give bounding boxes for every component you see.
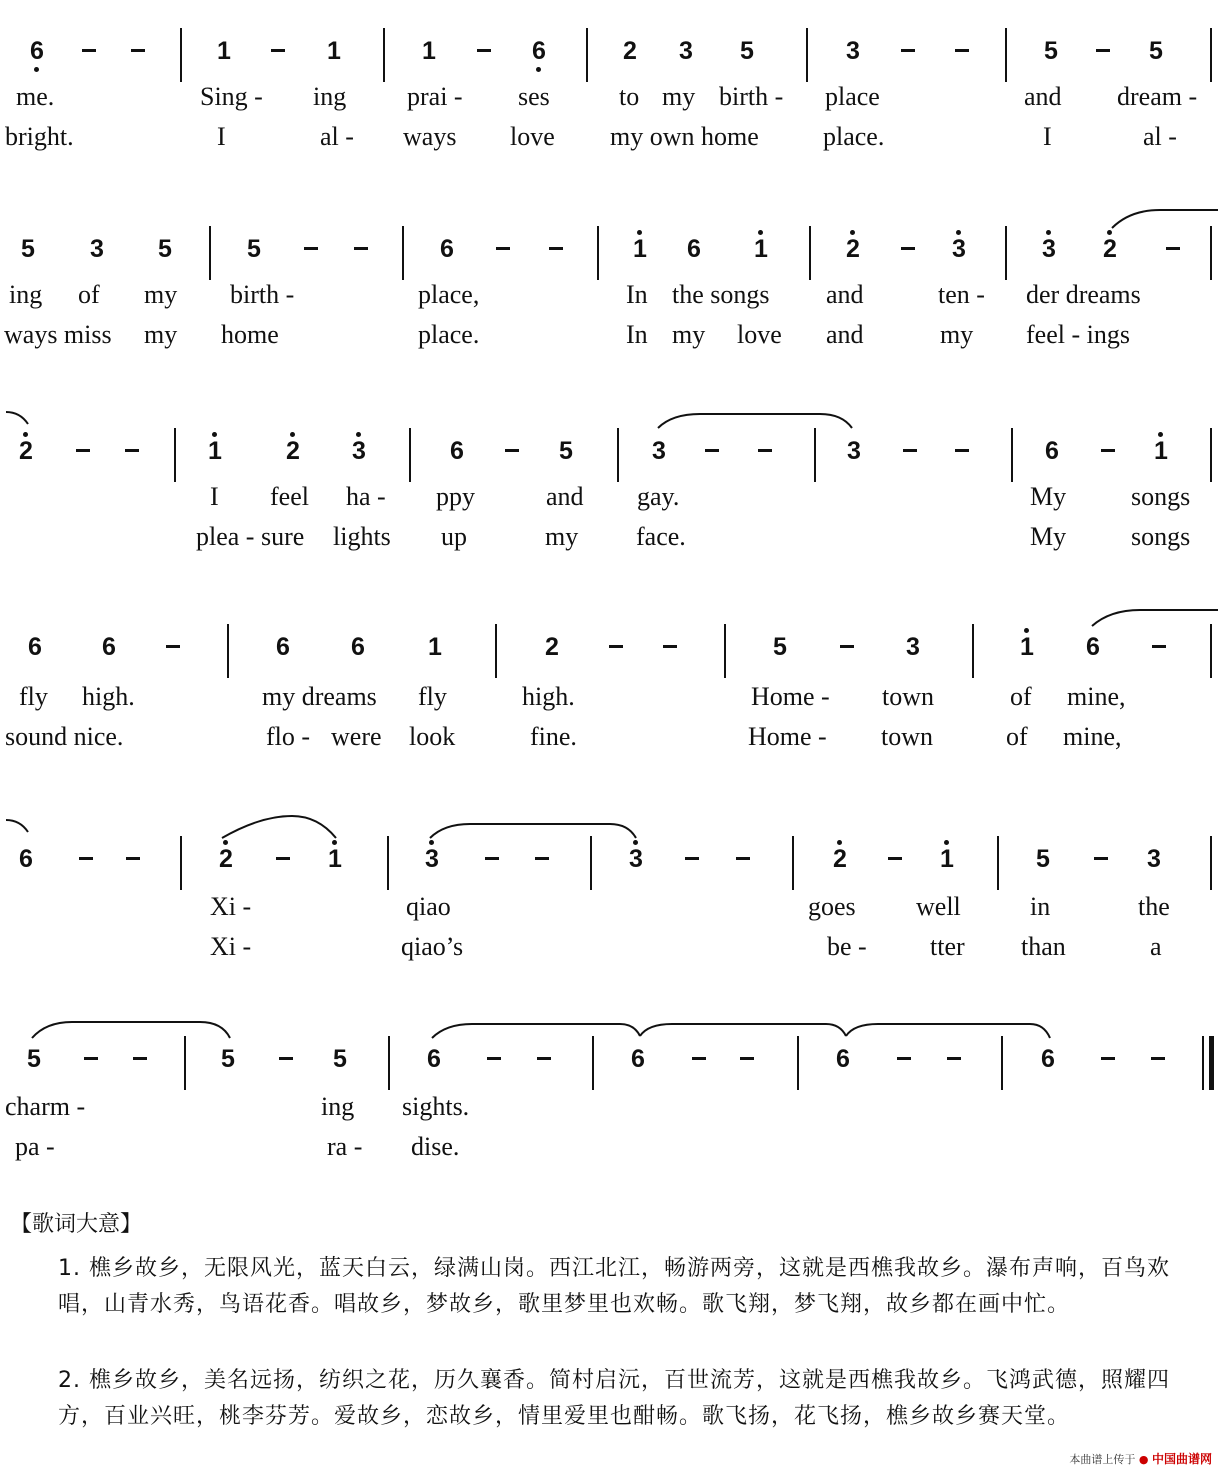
- lyric: gay.: [637, 482, 680, 511]
- dash: [133, 1057, 147, 1060]
- meaning-heading: 【歌词大意】: [10, 1212, 143, 1237]
- lyric: high.: [82, 682, 135, 711]
- high-octave-dot: [356, 432, 361, 437]
- note: 6: [1041, 1045, 1055, 1073]
- high-octave-dot: [633, 840, 638, 845]
- footer-brand: 中国曲谱网: [1151, 1452, 1212, 1466]
- dash: [840, 645, 854, 648]
- note: 2: [545, 633, 559, 661]
- barline: [227, 624, 229, 678]
- note: 1: [217, 37, 231, 65]
- lyric: songs: [1131, 522, 1191, 551]
- barline: [180, 836, 182, 890]
- barline: [174, 428, 176, 482]
- brand-logo-icon: ●: [1138, 1453, 1149, 1466]
- lyric: pa -: [15, 1132, 55, 1161]
- dash: [485, 857, 499, 860]
- note: 3: [1147, 845, 1161, 873]
- footer-text: 本曲谱上传于: [1069, 1453, 1136, 1466]
- lyric: ing: [313, 82, 347, 111]
- dash: [955, 49, 969, 52]
- lyric: tter: [930, 932, 965, 961]
- note: 6: [1045, 437, 1059, 465]
- lyric: ppy: [436, 482, 475, 511]
- lyric: dream -: [1117, 82, 1198, 111]
- meaning-verse-1: 1. 樵乡故乡，无限风光，蓝天白云，绿满山岗。西江北江，畅游两旁，这就是西樵我故乡。瀑布声响，百鸟欢唱，山青水秀，鸟语花香。唱故乡，梦故乡，歌里梦里也欢畅。歌飞翔，梦飞翔，故乡都在画中忙。: [58, 1256, 1170, 1317]
- dash: [1101, 449, 1115, 452]
- barline: [495, 624, 497, 678]
- lyric: look: [409, 722, 456, 751]
- high-octave-dot: [212, 432, 217, 437]
- dash: [685, 857, 699, 860]
- barline: [1001, 1036, 1003, 1090]
- lyric: of: [1010, 682, 1032, 711]
- dash: [1151, 1057, 1165, 1060]
- lyric: ses: [518, 82, 550, 111]
- note: 2: [623, 37, 637, 65]
- note: 1: [422, 37, 436, 65]
- dash: [1101, 1057, 1115, 1060]
- lyric: love: [510, 122, 555, 151]
- lyric: My: [1030, 482, 1067, 511]
- note: 6: [351, 633, 365, 661]
- dash: [705, 449, 719, 452]
- low-octave-dot: [536, 67, 541, 72]
- barline: [592, 1036, 594, 1090]
- barline: [1210, 624, 1212, 678]
- note: 5: [221, 1045, 235, 1073]
- barline: [586, 28, 588, 82]
- dash: [609, 645, 623, 648]
- note: 6: [532, 37, 546, 65]
- barline: [180, 28, 182, 82]
- note: 2: [1103, 235, 1117, 263]
- barline: [387, 836, 389, 890]
- high-octave-dot: [223, 840, 228, 845]
- dash: [76, 449, 90, 452]
- note: 3: [1042, 235, 1056, 263]
- lyric: my: [144, 280, 178, 309]
- note: 1: [208, 437, 222, 465]
- dash: [537, 1057, 551, 1060]
- lyric: the songs: [672, 280, 770, 309]
- lyric: town: [882, 682, 934, 711]
- dash: [487, 1057, 501, 1060]
- dash: [692, 1057, 706, 1060]
- dash: [758, 449, 772, 452]
- note: 5: [1044, 37, 1058, 65]
- dash: [1152, 645, 1166, 648]
- lyric: My: [1030, 522, 1067, 551]
- lyric: ha -: [346, 482, 386, 511]
- note: 6: [427, 1045, 441, 1073]
- barline: [1210, 28, 1212, 82]
- lyric: birth -: [230, 280, 295, 309]
- barline: [388, 1036, 390, 1090]
- lyric: and: [826, 320, 864, 349]
- note: 1: [940, 845, 954, 873]
- lyric: I: [217, 122, 226, 151]
- note: 6: [440, 235, 454, 263]
- note: 3: [952, 235, 966, 263]
- dash: [888, 857, 902, 860]
- lyric: Home -: [748, 722, 827, 751]
- lyric: Xi -: [210, 932, 252, 961]
- final-barline-thin: [1202, 1036, 1204, 1090]
- note: 5: [1036, 845, 1050, 873]
- lyric: and: [826, 280, 864, 309]
- lyric: songs: [1131, 482, 1191, 511]
- dash: [79, 857, 93, 860]
- lyric: a: [1150, 932, 1162, 961]
- lyric: feel: [270, 482, 309, 511]
- lyric: In: [626, 320, 648, 349]
- lyric: love: [737, 320, 782, 349]
- lyric: Sing -: [200, 82, 263, 111]
- note: 5: [333, 1045, 347, 1073]
- barline: [997, 836, 999, 890]
- note: 6: [687, 235, 701, 263]
- high-octave-dot: [332, 840, 337, 845]
- lyric: my: [662, 82, 696, 111]
- lyric: my dreams: [262, 682, 377, 711]
- note: 5: [1149, 37, 1163, 65]
- note: 5: [21, 235, 35, 263]
- lyric: prai -: [407, 82, 463, 111]
- barline: [1005, 28, 1007, 82]
- note: 3: [629, 845, 643, 873]
- high-octave-dot: [1158, 432, 1163, 437]
- lyric: ways: [403, 122, 457, 151]
- note: 5: [247, 235, 261, 263]
- lyric: be -: [827, 932, 867, 961]
- lyric: place: [825, 82, 880, 111]
- lyric: der dreams: [1026, 280, 1141, 309]
- note: 6: [28, 633, 42, 661]
- dash: [901, 49, 915, 52]
- high-octave-dot: [1024, 628, 1029, 633]
- lyric: me.: [16, 82, 55, 111]
- lyric: Xi -: [210, 892, 252, 921]
- high-octave-dot: [23, 432, 28, 437]
- lyric: fine.: [530, 722, 577, 751]
- lyric: than: [1021, 932, 1066, 961]
- dash: [736, 857, 750, 860]
- lyric: I: [1043, 122, 1052, 151]
- barline: [1011, 428, 1013, 482]
- barline: [724, 624, 726, 678]
- note: 1: [328, 845, 342, 873]
- note: 5: [773, 633, 787, 661]
- note: 6: [450, 437, 464, 465]
- dash: [276, 857, 290, 860]
- lyric: home: [221, 320, 279, 349]
- barline: [1210, 836, 1212, 890]
- note: 3: [679, 37, 693, 65]
- lyric: of: [1006, 722, 1028, 751]
- dash: [1096, 49, 1110, 52]
- note: 3: [352, 437, 366, 465]
- dash: [84, 1057, 98, 1060]
- note: 1: [327, 37, 341, 65]
- dash: [955, 449, 969, 452]
- barline: [590, 836, 592, 890]
- note: 5: [158, 235, 172, 263]
- lyric: my: [144, 320, 178, 349]
- note: 6: [836, 1045, 850, 1073]
- barline: [409, 428, 411, 482]
- lyric: and: [1024, 82, 1062, 111]
- lyric: the: [1138, 892, 1170, 921]
- lyric: I: [210, 482, 219, 511]
- lyric: charm -: [5, 1092, 86, 1121]
- note: 1: [754, 235, 768, 263]
- note: 3: [652, 437, 666, 465]
- barline: [1210, 428, 1212, 482]
- lyric: birth -: [719, 82, 784, 111]
- lyric: my: [940, 320, 974, 349]
- lyric: in: [1030, 892, 1051, 921]
- lyric: sights.: [402, 1092, 470, 1121]
- lyric: lights: [333, 522, 391, 551]
- lyric: well: [916, 892, 961, 921]
- dash: [535, 857, 549, 860]
- lyric: town: [881, 722, 933, 751]
- barline: [184, 1036, 186, 1090]
- lyric: feel - ings: [1026, 320, 1130, 349]
- barline: [617, 428, 619, 482]
- staff-4: [0, 632, 1220, 692]
- note: 3: [425, 845, 439, 873]
- dash: [279, 1057, 293, 1060]
- note: 1: [1020, 633, 1034, 661]
- note: 5: [27, 1045, 41, 1073]
- dash: [897, 1057, 911, 1060]
- barline: [792, 836, 794, 890]
- lyric: mine,: [1063, 722, 1122, 751]
- lyric: ra -: [327, 1132, 363, 1161]
- note: 6: [30, 37, 44, 65]
- final-barline-thick: [1209, 1036, 1214, 1090]
- note: 6: [19, 845, 33, 873]
- dash: [125, 449, 139, 452]
- note: 6: [631, 1045, 645, 1073]
- barline: [383, 28, 385, 82]
- dash: [166, 645, 180, 648]
- note: 3: [846, 37, 860, 65]
- lyric: ing: [321, 1092, 355, 1121]
- lyric: and: [546, 482, 584, 511]
- note: 1: [1154, 437, 1168, 465]
- meaning-verse-2: 2. 樵乡故乡，美名远扬，纺织之花，历久襄香。简村启沅，百世流芳，这就是西樵我故乡。飞鸿武德，照耀四方，百业兴旺，桃李芬芳。爱故乡，恋故乡，情里爱里也酣畅。歌飞扬，花飞扬，樵乡故乡赛天堂。: [58, 1368, 1170, 1429]
- note: 3: [90, 235, 104, 263]
- lyric: up: [441, 522, 467, 551]
- lyric: face.: [636, 522, 686, 551]
- lyric: bright.: [5, 122, 74, 151]
- lyric: sound nice.: [5, 722, 124, 751]
- note: 6: [276, 633, 290, 661]
- note: 1: [428, 633, 442, 661]
- lyric: high.: [522, 682, 575, 711]
- dash: [477, 49, 491, 52]
- dash: [271, 49, 285, 52]
- dash: [663, 645, 677, 648]
- note: 5: [559, 437, 573, 465]
- lyric: my: [545, 522, 579, 551]
- note: 3: [847, 437, 861, 465]
- barline: [972, 624, 974, 678]
- high-octave-dot: [290, 432, 295, 437]
- lyric: fly: [19, 682, 48, 711]
- lyric: al -: [1143, 122, 1177, 151]
- high-octave-dot: [944, 840, 949, 845]
- lyric: al -: [320, 122, 354, 151]
- lyric: my: [672, 320, 706, 349]
- dash: [126, 857, 140, 860]
- barline: [797, 1036, 799, 1090]
- lyric: of: [78, 280, 100, 309]
- dash: [82, 49, 96, 52]
- note: 3: [906, 633, 920, 661]
- lyric: qiao: [406, 892, 451, 921]
- low-octave-dot: [34, 67, 39, 72]
- dash: [505, 449, 519, 452]
- high-octave-dot: [837, 840, 842, 845]
- lyric: dise.: [411, 1132, 460, 1161]
- lyric: flo -: [266, 722, 311, 751]
- note: 1: [633, 235, 647, 263]
- note: 2: [833, 845, 847, 873]
- dash: [131, 49, 145, 52]
- note: 6: [1086, 633, 1100, 661]
- staff-6: [0, 1044, 1220, 1104]
- note: 2: [219, 845, 233, 873]
- note: 2: [19, 437, 33, 465]
- lyric: goes: [808, 892, 856, 921]
- barline: [806, 28, 808, 82]
- lyric: Home -: [751, 682, 830, 711]
- dash: [740, 1057, 754, 1060]
- note: 5: [740, 37, 754, 65]
- note: 6: [102, 633, 116, 661]
- lyric: qiao’s: [401, 932, 464, 961]
- lyric: ing: [9, 280, 43, 309]
- barline: [814, 428, 816, 482]
- lyric: to: [619, 82, 640, 111]
- lyric: mine,: [1067, 682, 1126, 711]
- dash: [903, 449, 917, 452]
- lyric: In: [626, 280, 648, 309]
- lyric: my own home: [610, 122, 759, 151]
- lyric: place,: [418, 280, 480, 309]
- lyric: fly: [418, 682, 447, 711]
- lyric: ways miss: [4, 320, 112, 349]
- dash: [1094, 857, 1108, 860]
- note: 2: [846, 235, 860, 263]
- source-footer: [1069, 1450, 1212, 1467]
- lyric: place.: [823, 122, 885, 151]
- lyric: ten -: [938, 280, 985, 309]
- lyric: were: [331, 722, 382, 751]
- dash: [947, 1057, 961, 1060]
- high-octave-dot: [429, 840, 434, 845]
- note: 2: [286, 437, 300, 465]
- lyric: plea - sure: [196, 522, 305, 551]
- lyric: place.: [418, 320, 480, 349]
